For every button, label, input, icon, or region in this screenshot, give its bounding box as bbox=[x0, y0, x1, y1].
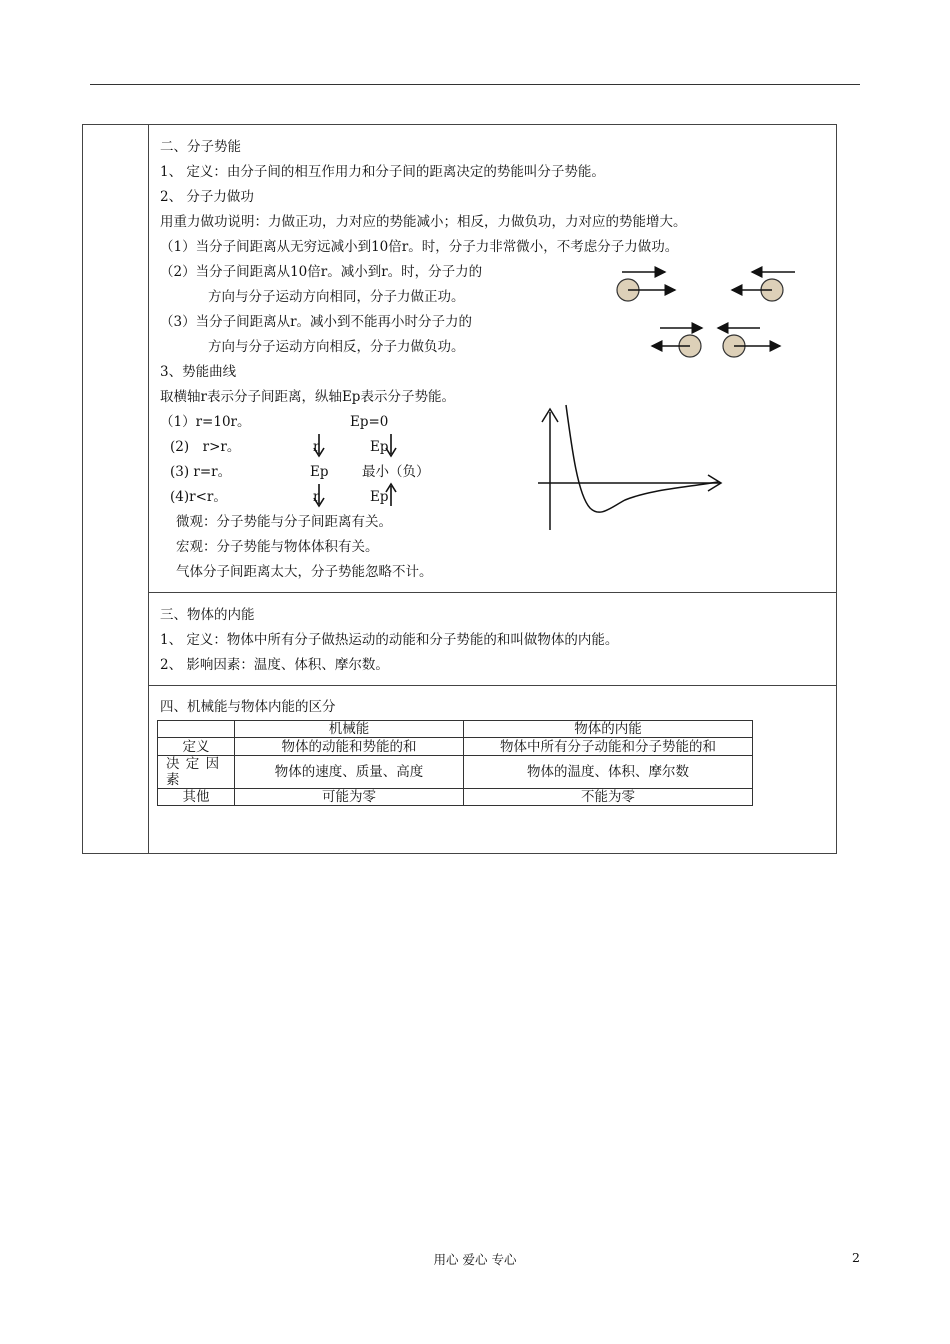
potential-energy-curve bbox=[530, 400, 730, 535]
case-r-10r0: （1）r=10r。 bbox=[160, 414, 251, 430]
table-cell: 可能为零 bbox=[235, 789, 464, 806]
case-r-lt-r0: (4)r<r。 bbox=[170, 489, 227, 505]
page-footer: 用心 爱心 专心 bbox=[433, 1252, 517, 1267]
section-divider bbox=[148, 685, 837, 686]
case-r-eq-r0: (3) r=r。 bbox=[170, 464, 232, 480]
table-row bbox=[158, 738, 753, 756]
table-cell: 物体的温度、体积、摩尔数 bbox=[464, 756, 753, 789]
ep-curve-line bbox=[566, 405, 718, 512]
case-2-text-line1: （2）当分子间距离从10倍r。减小到r。时，分子力的 bbox=[160, 264, 483, 280]
table-cell: 不能为零 bbox=[464, 789, 753, 806]
internal-energy-factors: 2、 影响因素：温度、体积、摩尔数。 bbox=[160, 657, 389, 673]
case-3-text-line2: 方向与分子运动方向相反，分子力做负功。 bbox=[208, 339, 465, 355]
axis-description: 取横轴r表示分子间距离，纵轴Ep表示分子势能。 bbox=[160, 389, 455, 405]
case-1-text: （1）当分子间距离从无穷远减小到10倍r。时，分子力非常微小，不考虑分子力做功。 bbox=[160, 239, 679, 255]
section-title-comparison: 四、机械能与物体内能的区分 bbox=[160, 699, 336, 715]
work-title: 2、 分子力做功 bbox=[160, 189, 254, 205]
table-cell: 其他 bbox=[158, 789, 235, 806]
r-label: r bbox=[313, 489, 320, 505]
left-column-divider bbox=[148, 124, 149, 854]
micro-text: 微观：分子势能与分子间距离有关。 bbox=[176, 514, 392, 530]
section-divider bbox=[148, 592, 837, 593]
ep-label: Ep bbox=[370, 439, 389, 455]
header-rule bbox=[90, 84, 860, 85]
table-row bbox=[158, 756, 753, 789]
work-description: 用重力做功说明：力做正功，力对应的势能减小；相反，力做负功，力对应的势能增大。 bbox=[160, 214, 687, 230]
curve-title: 3、势能曲线 bbox=[160, 364, 237, 380]
ep-label: Ep bbox=[370, 489, 389, 505]
table-cell: 物体的速度、质量、高度 bbox=[235, 756, 464, 789]
ep-minimum: 最小（负） bbox=[362, 464, 430, 480]
gas-text: 气体分子间距离太大，分子势能忽略不计。 bbox=[176, 564, 433, 580]
trend-arrows bbox=[300, 432, 410, 512]
macro-text: 宏观：分子势能与物体体积有关。 bbox=[176, 539, 379, 555]
section-title-internal-energy: 三、物体的内能 bbox=[160, 607, 255, 623]
table-cell: 物体中所有分子动能和分子势能的和 bbox=[464, 738, 753, 756]
molecule-force-diagram bbox=[600, 260, 820, 370]
ep-zero: Ep=0 bbox=[350, 414, 389, 430]
table-header-cell: 机械能 bbox=[235, 721, 464, 738]
table-row bbox=[158, 789, 753, 806]
comparison-table bbox=[157, 720, 753, 806]
table-cell: 定义 bbox=[158, 738, 235, 756]
case-r-gt-r0: (2) r>r。 bbox=[170, 439, 241, 455]
section-title-molecular-potential: 二、分子势能 bbox=[160, 139, 241, 155]
table-cell: 物体的动能和势能的和 bbox=[235, 738, 464, 756]
table-header-row bbox=[158, 721, 753, 738]
case-2-text-line2: 方向与分子运动方向相同，分子力做正功。 bbox=[208, 289, 465, 305]
case-3-text-line1: （3）当分子间距离从r。减小到不能再小时分子力的 bbox=[160, 314, 473, 330]
table-header-cell: 物体的内能 bbox=[464, 721, 753, 738]
page-number: 2 bbox=[852, 1250, 860, 1265]
ep-label: Ep bbox=[310, 464, 329, 480]
r-label: r bbox=[313, 439, 320, 455]
definition-text: 1、 定义：由分子间的相互作用力和分子间的距离决定的势能叫分子势能。 bbox=[160, 164, 605, 180]
table-cell: 决 定 因 素 bbox=[158, 756, 235, 789]
internal-energy-definition: 1、 定义：物体中所有分子做热运动的动能和分子势能的和叫做物体的内能。 bbox=[160, 632, 619, 648]
table-header-cell bbox=[158, 721, 235, 738]
